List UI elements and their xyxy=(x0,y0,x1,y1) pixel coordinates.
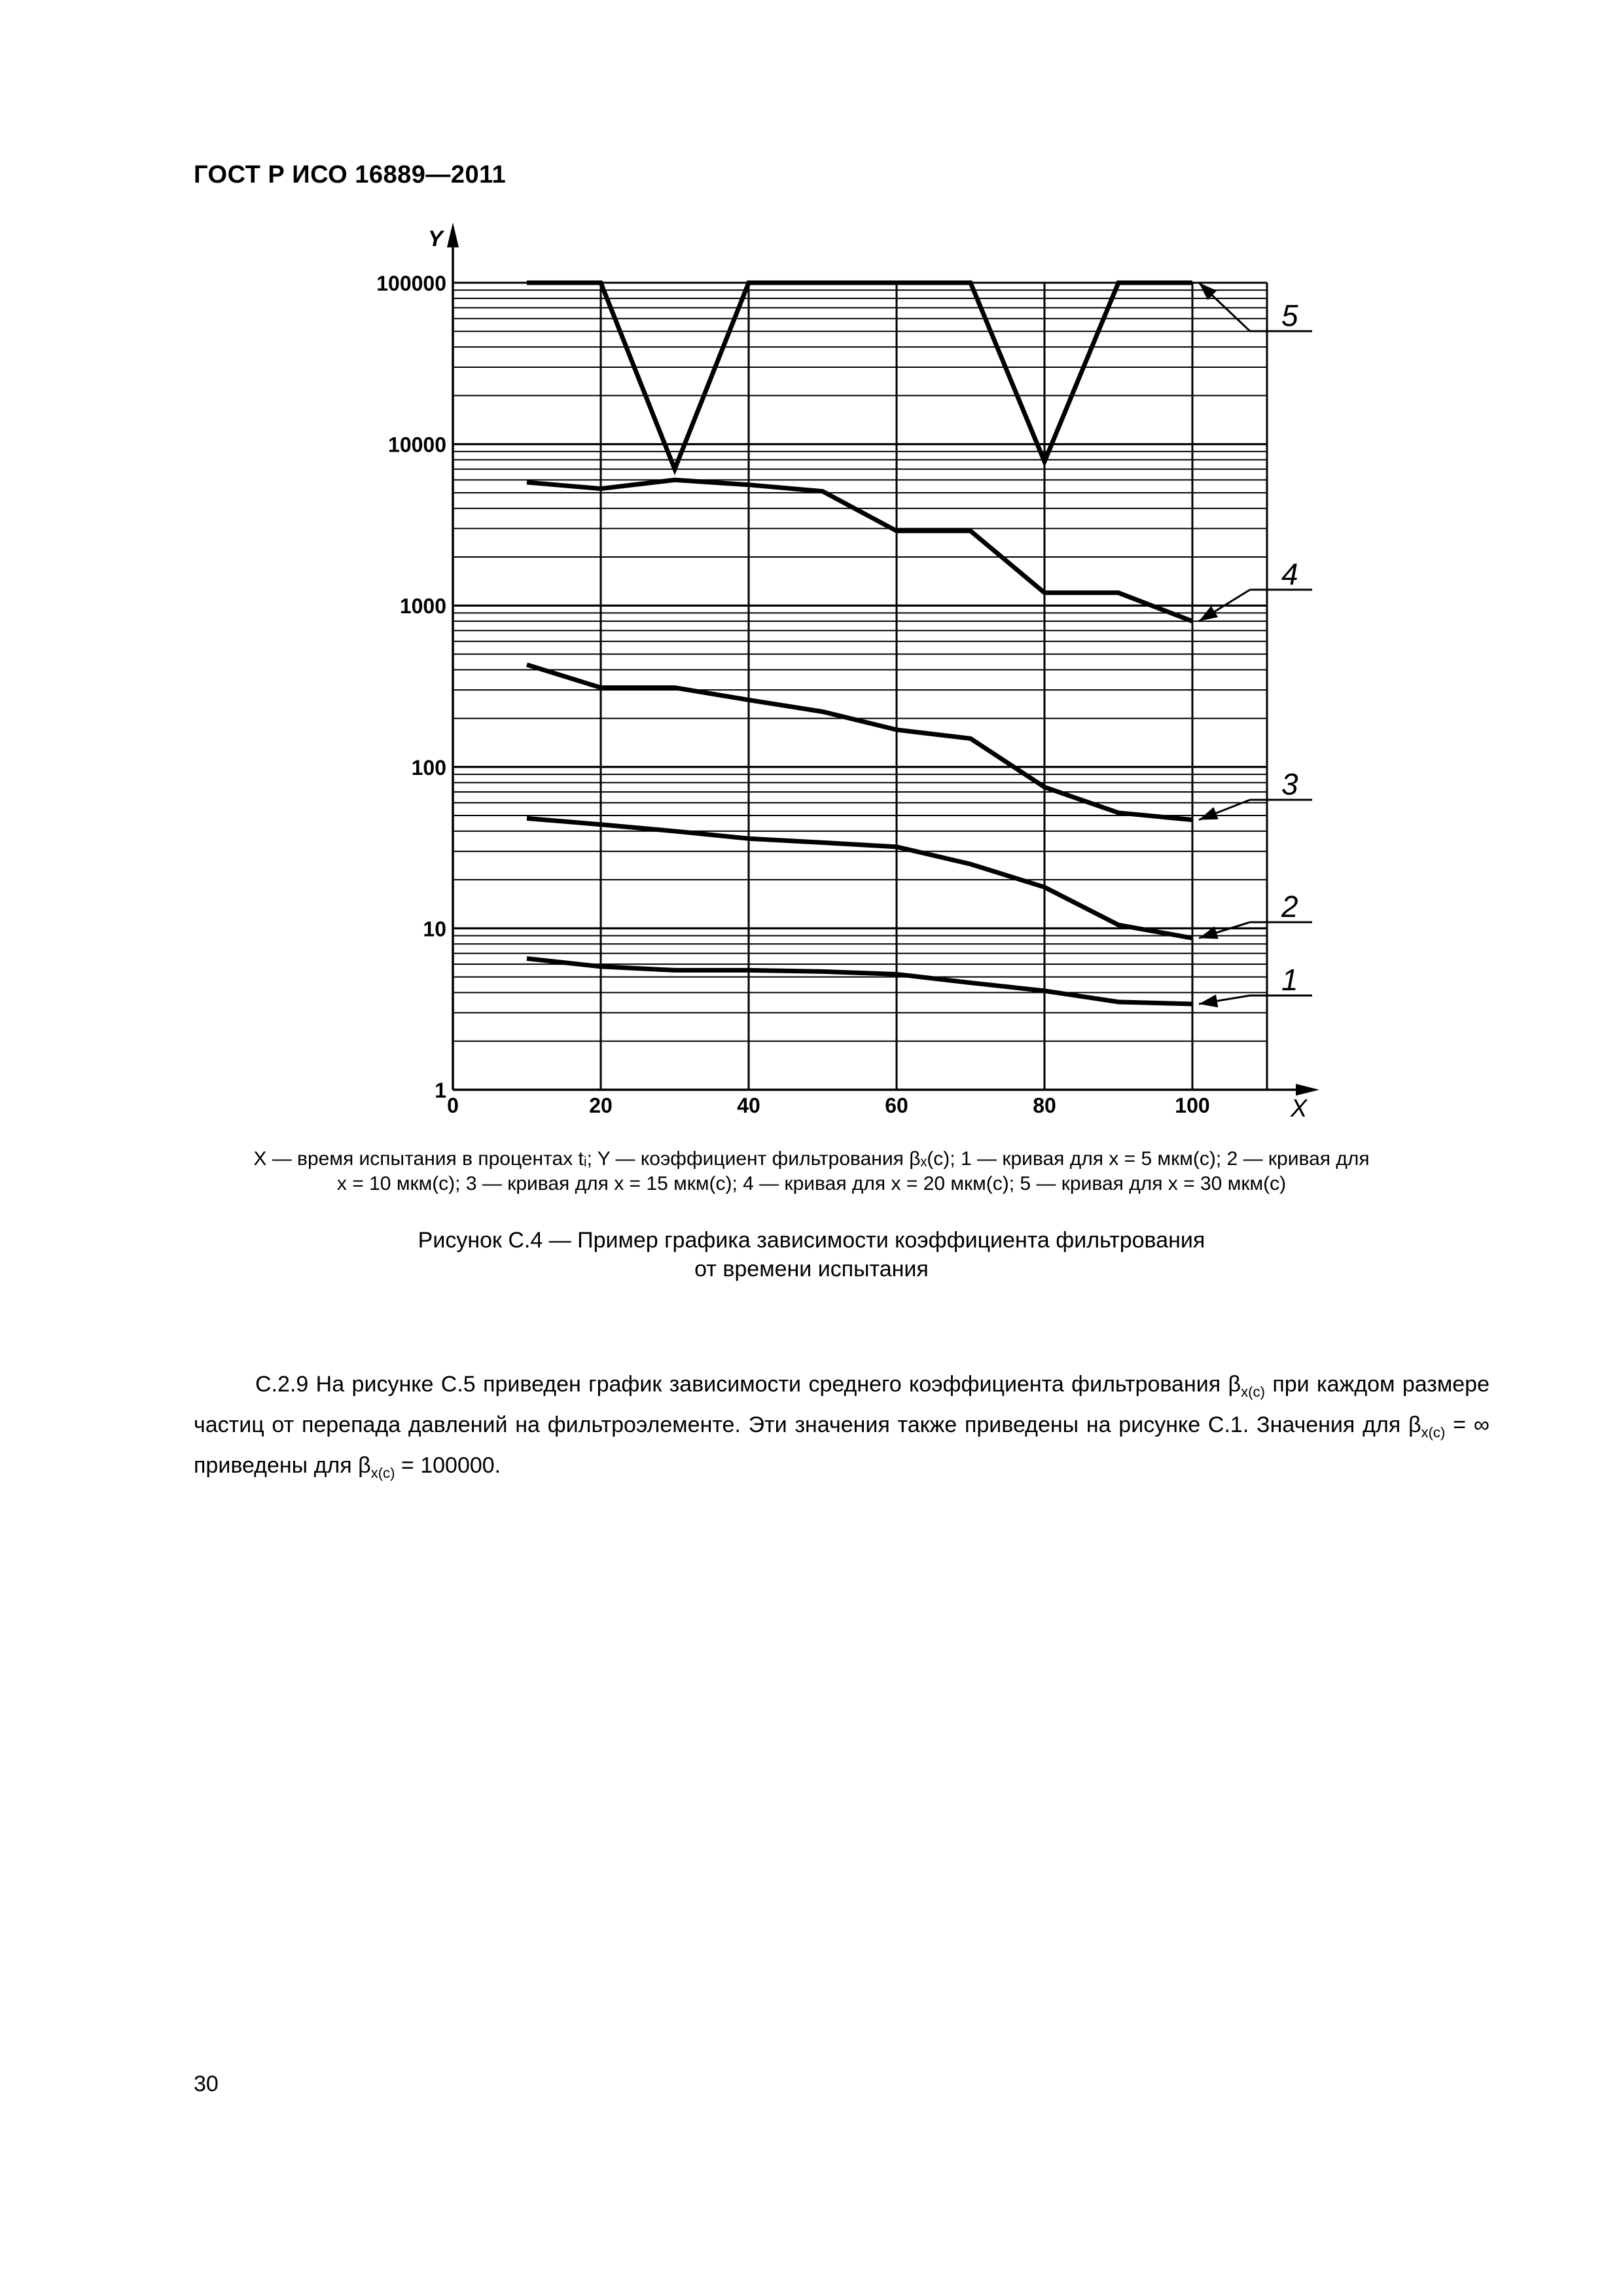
caption-line-1: Рисунок С.4 — Пример графика зависимости коэффициента фильтрования xyxy=(418,1228,1205,1253)
x-tick-label: 100 xyxy=(1175,1094,1210,1117)
y-tick-label: 10000 xyxy=(388,433,446,457)
para-sub-2: x(c) xyxy=(1421,1424,1446,1441)
callout-label-3: 3 xyxy=(1281,767,1298,801)
series-line-5 xyxy=(527,283,1192,469)
para-text-4: = 100000. xyxy=(395,1452,501,1478)
callout-arrow-3 xyxy=(1199,807,1219,820)
caption-line-2: от времени испытания xyxy=(694,1257,929,1282)
legend-line-1: X — время испытания в процентах tᵢ; Y — коэффициент фильтрования βₓ(c); 1 — кривая для x = 5 мкм(с); 2 — кривая для xyxy=(253,1148,1370,1170)
chart-ticks xyxy=(376,272,1209,1117)
figure-legend xyxy=(196,1147,1427,1196)
para-sub-1: x(c) xyxy=(1241,1383,1265,1400)
para-text-1: С.2.9 На рисунке С.5 приведен график зависимости среднего коэффициента фильтрования β xyxy=(255,1372,1241,1397)
page-number: 30 xyxy=(194,2072,219,2096)
x-tick-label: 20 xyxy=(589,1094,613,1117)
series-line-4 xyxy=(527,480,1192,621)
y-axis-label: Y xyxy=(428,226,443,251)
y-tick-label: 10 xyxy=(423,917,446,941)
callout-arrow-1 xyxy=(1199,994,1218,1007)
callout-label-4: 4 xyxy=(1281,557,1298,591)
x-tick-label: 40 xyxy=(737,1094,760,1117)
x-axis-arrow xyxy=(1296,1084,1319,1096)
y-tick-label: 100 xyxy=(411,755,446,780)
document-header: ГОСТ Р ИСО 16889—2011 xyxy=(194,161,507,188)
y-axis-arrow xyxy=(447,223,459,247)
chart-grid xyxy=(453,283,1267,1090)
y-tick-label: 1000 xyxy=(399,594,446,619)
y-tick-label: 100000 xyxy=(376,272,446,295)
x-tick-label: 0 xyxy=(447,1094,459,1117)
legend-line-2: x = 10 мкм(с); 3 — кривая для x = 15 мкм(с); 4 — кривая для x = 20 мкм(с); 5 — кривая для x = 30 мкм(с) xyxy=(336,1173,1287,1194)
chart-axes xyxy=(428,223,1319,1122)
callout-label-2: 2 xyxy=(1281,889,1298,924)
callout-arrow-4 xyxy=(1199,606,1218,621)
chart-callouts xyxy=(1199,283,1312,1007)
para-sub-3: x(c) xyxy=(370,1464,395,1481)
figure-caption xyxy=(196,1226,1427,1283)
para-text-3: = ∞ приведены для β xyxy=(194,1412,1489,1478)
filtration-ratio-chart xyxy=(0,0,1623,1139)
x-tick-label: 60 xyxy=(885,1094,908,1117)
series-line-2 xyxy=(527,818,1192,938)
x-axis-label: X xyxy=(1291,1095,1308,1122)
series-line-1 xyxy=(527,959,1192,1004)
series-line-3 xyxy=(527,665,1192,820)
body-paragraph xyxy=(194,1368,1489,1489)
chart-series xyxy=(527,283,1192,1004)
x-tick-label: 80 xyxy=(1033,1094,1056,1117)
callout-label-5: 5 xyxy=(1281,298,1298,332)
callout-label-1: 1 xyxy=(1281,963,1298,997)
y-tick-label: 1 xyxy=(435,1079,446,1102)
para-text-2: при каждом размере частиц от перепада давлений на фильтроэлементе. Эти значения также приведены на рисунке С.1. Значения для β xyxy=(194,1372,1489,1437)
